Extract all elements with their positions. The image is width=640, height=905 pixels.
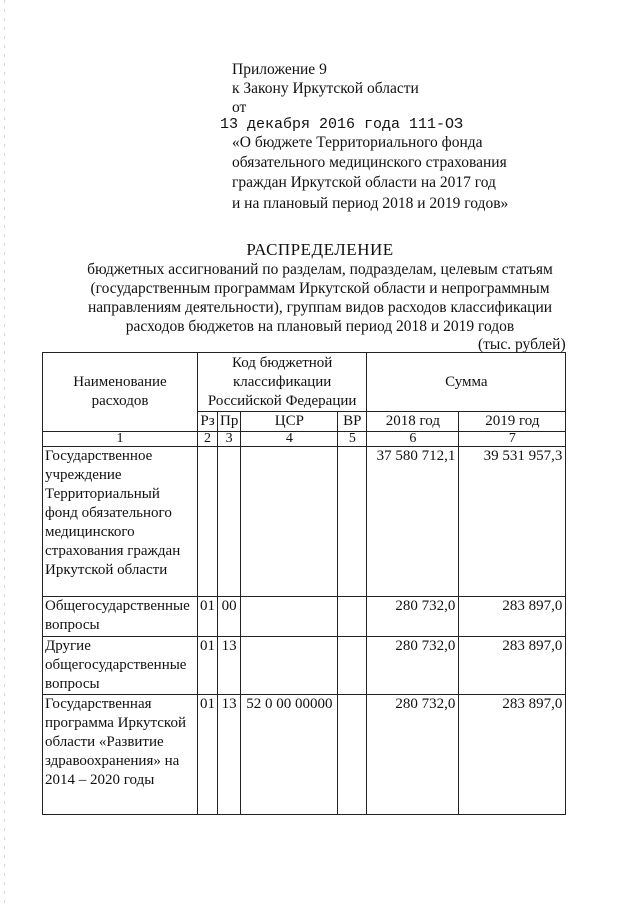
budget-table — [42, 352, 566, 815]
header-line-5: «О бюджете Территориального фонда — [232, 134, 483, 151]
col-index-7: 7 — [459, 432, 566, 447]
col-index-5: 5 — [338, 432, 367, 447]
col-index-3: 3 — [218, 432, 241, 447]
header-sum: Сумма — [367, 353, 566, 412]
row-name: Государственная программа Иркутской области «Развитие здравоохранения» на 2014 – 2020 годы — [43, 695, 198, 815]
col-index-1: 1 — [43, 432, 198, 447]
table-header-row — [43, 353, 566, 412]
title-line-3: направлениям деятельности), группам видов расходов классификации — [87, 299, 553, 316]
subheader-2018: 2018 год — [367, 412, 459, 432]
header-line-7: граждан Иркутской области на 2017 год — [232, 174, 496, 191]
subheader-vr: ВР — [338, 412, 367, 432]
row-pr: 00 — [218, 597, 241, 637]
header-line-1: Приложение 9 — [232, 61, 327, 78]
row-vr — [338, 637, 367, 695]
row-sum-2019: 283 897,0 — [459, 637, 566, 695]
subheader-pr: Пр — [218, 412, 241, 432]
row-sum-2018: 280 732,0 — [367, 695, 459, 815]
title-heading: РАСПРЕДЕЛЕНИЕ — [246, 240, 394, 259]
table-row — [43, 597, 566, 637]
row-vr — [338, 695, 367, 815]
table-row — [43, 695, 566, 815]
header-line-8: и на плановый период 2018 и 2019 годов» — [232, 195, 509, 212]
row-csr: 52 0 00 00000 — [241, 695, 338, 815]
header-line-3: от — [232, 99, 247, 116]
row-sum-2018: 37 580 712,1 — [367, 447, 459, 597]
header-line-2: к Закону Иркутской области — [232, 80, 419, 97]
row-pr: 13 — [218, 637, 241, 695]
row-sum-2019: 283 897,0 — [459, 695, 566, 815]
row-rz: 01 — [198, 597, 218, 637]
row-rz: 01 — [198, 695, 218, 815]
title-line-4: расходов бюджетов на плановый период 2018 и 2019 годов — [125, 318, 515, 335]
row-rz: 01 — [198, 637, 218, 695]
row-vr — [338, 447, 367, 597]
row-vr — [338, 597, 367, 637]
unit-label: (тыс. рублей) — [478, 336, 566, 353]
col-index-2: 2 — [198, 432, 218, 447]
row-csr — [241, 637, 338, 695]
subheader-csr: ЦСР — [241, 412, 338, 432]
header-name: Наименование расходов — [43, 353, 198, 432]
row-csr — [241, 447, 338, 597]
subheader-2019: 2019 год — [459, 412, 566, 432]
column-index-row — [43, 432, 566, 447]
title-line-2: (государственным программам Иркутской области и непрограммным — [90, 280, 550, 297]
col-index-6: 6 — [367, 432, 459, 447]
header-date-number: 13 декабря 2016 года 111-ОЗ — [220, 116, 464, 133]
scan-margin-mark — [4, 0, 5, 905]
row-pr — [218, 447, 241, 597]
col-index-4: 4 — [241, 432, 338, 447]
row-pr: 13 — [218, 695, 241, 815]
row-sum-2019: 39 531 957,3 — [459, 447, 566, 597]
header-code: Код бюджетной классификации Российской Федерации — [198, 353, 367, 412]
row-sum-2018: 280 732,0 — [367, 597, 459, 637]
table-row — [43, 447, 566, 597]
table-row — [43, 637, 566, 695]
row-name: Государственное учреждение Территориальный фонд обязательного медицинского страхования граждан Иркутской области — [43, 447, 198, 597]
title-line-1: бюджетных ассигнований по разделам, подразделам, целевым статьям — [87, 261, 553, 278]
subheader-rz: Рз — [198, 412, 218, 432]
row-name: Общегосударственные вопросы — [43, 597, 198, 637]
row-rz — [198, 447, 218, 597]
header-line-6: обязательного медицинского страхования — [232, 154, 507, 171]
row-sum-2019: 283 897,0 — [459, 597, 566, 637]
row-sum-2018: 280 732,0 — [367, 637, 459, 695]
row-name: Другие общегосударственные вопросы — [43, 637, 198, 695]
row-csr — [241, 597, 338, 637]
